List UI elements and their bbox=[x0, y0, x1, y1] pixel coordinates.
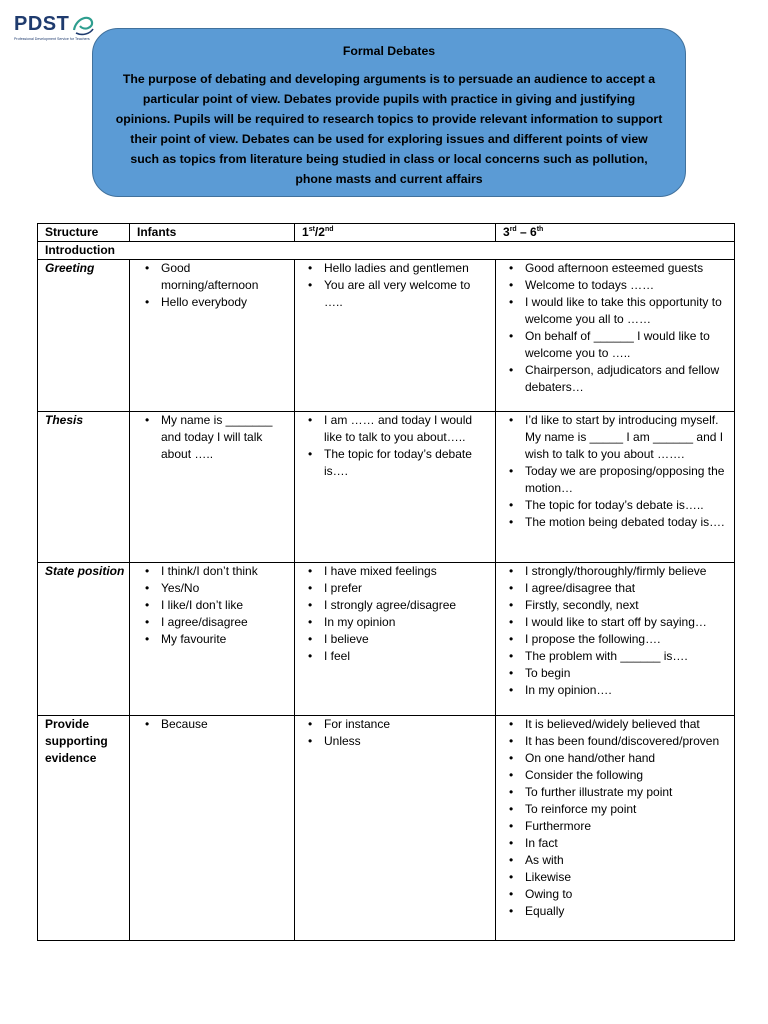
phrase-list bbox=[137, 260, 294, 311]
section-row bbox=[38, 242, 735, 260]
header-1st-2nd: 1st/2nd bbox=[295, 224, 496, 242]
list-item: • I strongly/thoroughly/firmly believe bbox=[525, 563, 730, 580]
list-item: • Welcome to todays …… bbox=[525, 277, 730, 294]
cell-col3 bbox=[496, 563, 735, 716]
list-item: • Hello ladies and gentlemen bbox=[324, 260, 491, 277]
list-item: • In fact bbox=[525, 835, 730, 852]
cell-col3 bbox=[496, 716, 735, 941]
list-item: • To begin bbox=[525, 665, 730, 682]
logo-subtitle bbox=[14, 37, 94, 42]
list-item: • Yes/No bbox=[161, 580, 290, 597]
list-item: • I am …… and today I would like to talk to you about….. bbox=[324, 412, 491, 446]
list-item: • Unless bbox=[324, 733, 491, 750]
row-label: State position bbox=[38, 563, 130, 716]
list-item: • Furthermore bbox=[525, 818, 730, 835]
pdst-logo bbox=[14, 12, 94, 52]
section-introduction: Introduction bbox=[38, 242, 735, 260]
list-item: • My name is _______ and today I will talk about ….. bbox=[161, 412, 290, 463]
list-item: • The problem with ______ is…. bbox=[525, 648, 730, 665]
list-item: • Consider the following bbox=[525, 767, 730, 784]
list-item: • On behalf of ______ I would like to welcome you to ….. bbox=[525, 328, 730, 362]
table-row bbox=[38, 412, 735, 563]
logo-text: PDST bbox=[14, 13, 70, 35]
list-item: • I have mixed feelings bbox=[324, 563, 491, 580]
list-item: • In my opinion bbox=[324, 614, 491, 631]
list-item: • I strongly agree/disagree bbox=[324, 597, 491, 614]
phrase-list bbox=[137, 412, 294, 463]
list-item: • My favourite bbox=[161, 631, 290, 648]
row-label: Greeting bbox=[38, 260, 130, 412]
list-item: • I believe bbox=[324, 631, 491, 648]
list-item: • It is believed/widely believed that bbox=[525, 716, 730, 733]
phrase-list bbox=[503, 260, 734, 396]
table-row bbox=[38, 716, 735, 941]
row-label: Provide supporting evidence bbox=[38, 716, 130, 941]
list-item: • Firstly, secondly, next bbox=[525, 597, 730, 614]
phrase-list bbox=[302, 716, 495, 750]
list-item: • I would like to start off by saying… bbox=[525, 614, 730, 631]
cell-infants bbox=[130, 412, 295, 563]
header-row bbox=[38, 224, 735, 242]
table-row bbox=[38, 260, 735, 412]
list-item: • The motion being debated today is…. bbox=[525, 514, 730, 531]
cell-infants bbox=[130, 260, 295, 412]
phrase-list bbox=[503, 563, 734, 699]
list-item: • To reinforce my point bbox=[525, 801, 730, 818]
phrase-list bbox=[137, 563, 294, 648]
cell-col2 bbox=[295, 563, 496, 716]
list-item: • Owing to bbox=[525, 886, 730, 903]
list-item: • You are all very welcome to ….. bbox=[324, 277, 491, 311]
list-item: • Good afternoon esteemed guests bbox=[525, 260, 730, 277]
list-item: • To further illustrate my point bbox=[525, 784, 730, 801]
cell-col2 bbox=[295, 412, 496, 563]
list-item: • I like/I don’t like bbox=[161, 597, 290, 614]
list-item: • I would like to take this opportunity to welcome you all to …… bbox=[525, 294, 730, 328]
logo-swirl-icon bbox=[70, 12, 96, 38]
list-item: • On one hand/other hand bbox=[525, 750, 730, 767]
list-item: • Because bbox=[161, 716, 290, 733]
list-item: • The topic for today’s debate is….. bbox=[525, 497, 730, 514]
list-item: • I think/I don’t think bbox=[161, 563, 290, 580]
list-item: • Today we are proposing/opposing the motion… bbox=[525, 463, 730, 497]
phrase-list bbox=[503, 716, 734, 920]
cell-col3 bbox=[496, 260, 735, 412]
header-structure: Structure bbox=[38, 224, 130, 242]
list-item: • In my opinion…. bbox=[525, 682, 730, 699]
list-item: • Equally bbox=[525, 903, 730, 920]
list-item: • Good morning/afternoon bbox=[161, 260, 290, 294]
list-item: • I agree/disagree that bbox=[525, 580, 730, 597]
list-item: • Hello everybody bbox=[161, 294, 290, 311]
list-item: • I propose the following…. bbox=[525, 631, 730, 648]
cell-infants bbox=[130, 563, 295, 716]
list-item: • I prefer bbox=[324, 580, 491, 597]
row-label: Thesis bbox=[38, 412, 130, 563]
list-item: • It has been found/discovered/proven bbox=[525, 733, 730, 750]
list-item: • For instance bbox=[324, 716, 491, 733]
list-item: • As with bbox=[525, 852, 730, 869]
list-item: • I feel bbox=[324, 648, 491, 665]
table-row bbox=[38, 563, 735, 716]
cell-infants bbox=[130, 716, 295, 941]
list-item: • Chairperson, adjudicators and fellow debaters… bbox=[525, 362, 730, 396]
list-item: • I’d like to start by introducing myself. My name is _____ I am ______ and I wish to talk to you about ……. bbox=[525, 412, 730, 463]
banner-title: Formal Debates bbox=[342, 44, 436, 58]
phrase-list bbox=[302, 260, 495, 311]
cell-col2 bbox=[295, 260, 496, 412]
debate-phrases-table bbox=[37, 223, 735, 941]
header-infants: Infants bbox=[130, 224, 295, 242]
header-3rd-6th: 3rd – 6th bbox=[496, 224, 735, 242]
list-item: • The topic for today’s debate is…. bbox=[324, 446, 491, 480]
phrase-list bbox=[503, 412, 734, 531]
phrase-list bbox=[302, 412, 495, 480]
intro-banner bbox=[92, 28, 686, 197]
cell-col3 bbox=[496, 412, 735, 563]
logo-subtitle-left: Professional Development Service for Teachers bbox=[14, 37, 90, 41]
phrase-list bbox=[302, 563, 495, 665]
list-item: • Likewise bbox=[525, 869, 730, 886]
cell-col2 bbox=[295, 716, 496, 941]
list-item: • I agree/disagree bbox=[161, 614, 290, 631]
banner-body: The purpose of debating and developing arguments is to persuade an audience to accept a particular point of view. Debates provide pupils with practice in giving and justifying opinions. Pupils will be required to research topics to provide relevant information to support their point of view. Debates can be used for exploring issues and different points of view such as topics from literature being studied in class or local concerns such as pollution, phone masts and current affairs bbox=[115, 72, 663, 186]
phrase-list bbox=[137, 716, 294, 733]
